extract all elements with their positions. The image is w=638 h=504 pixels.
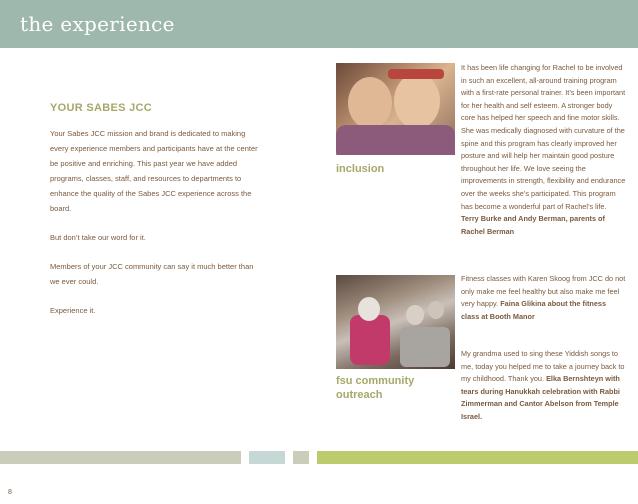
intro-paragraph: Experience it. <box>50 306 96 315</box>
page-number: 8 <box>8 489 12 496</box>
page-title: the experience <box>20 12 175 36</box>
face-shape <box>406 305 424 325</box>
footer-bar <box>249 451 285 464</box>
testimonial <box>461 62 626 238</box>
intro-paragraph: Members of your JCC community can say it much better than we ever could. <box>50 262 254 286</box>
clothing-shape <box>350 315 390 365</box>
face-shape <box>348 77 392 129</box>
headband-shape <box>388 69 444 79</box>
testimonial-attribution: Faina Glikina about the fitness class at Booth Manor <box>461 299 607 321</box>
testimonial-text: It has been life changing for Rachel to be involved in such an excellent, all-around training program with a first-rate personal trainer. It’s been important for her health and self esteem. A stronger body core has helped her speech and fine motor skills. She was medically diagnosed with curvature of the spine and this program has clearly improved her posture and will help her maintain good posture throughout her life. We love seeing the improvements in strength, flexibility and endurance over the weeks she’s participated. This program has become a wonderful part of Rachel’s life. <box>461 63 626 211</box>
fsu-outreach-photo <box>336 275 455 369</box>
testimonial-text: My grandma used to sing these Yiddish songs to me, today you helped me to take a journey back to my childhood. Thank you. <box>461 349 625 384</box>
fsu-outreach-caption: fsu community outreach <box>336 375 415 401</box>
page-header <box>0 0 638 48</box>
clothing-shape <box>400 327 450 367</box>
testimonial-text: Fitness classes with Karen Skoog from JCC do not only make me feel healthy but also make me feel very happy. <box>461 274 626 309</box>
face-shape <box>358 297 380 321</box>
clothing-shape <box>336 125 455 155</box>
intro-paragraph: But don’t take our word for it. <box>50 233 146 242</box>
inclusion-photo <box>336 63 455 155</box>
intro-paragraph: Your Sabes JCC mission and brand is dedicated to making every experience members and participants have at the center be positive and enriching. This past year we have added programs, classes, staff, and resources to departments to enhance the quality of the Sabes JCC experience across the board. <box>50 129 258 213</box>
testimonial <box>461 273 626 323</box>
face-shape <box>394 73 440 129</box>
inclusion-caption: inclusion <box>336 163 385 175</box>
footer-bar <box>293 451 309 464</box>
testimonial-attribution: Elka Bernshteyn with tears during Hanukkah celebration with Rabbi Zimmerman and Cantor Abelson from Temple Israel. <box>461 374 620 421</box>
footer-bar <box>317 451 638 464</box>
section-heading: YOUR SABES JCC <box>50 102 152 114</box>
testimonial <box>461 348 626 424</box>
intro-section <box>50 102 260 332</box>
face-shape <box>428 301 444 319</box>
footer-bar <box>0 451 241 464</box>
testimonial-attribution: Terry Burke and Andy Berman, parents of Rachel Berman <box>461 214 605 236</box>
